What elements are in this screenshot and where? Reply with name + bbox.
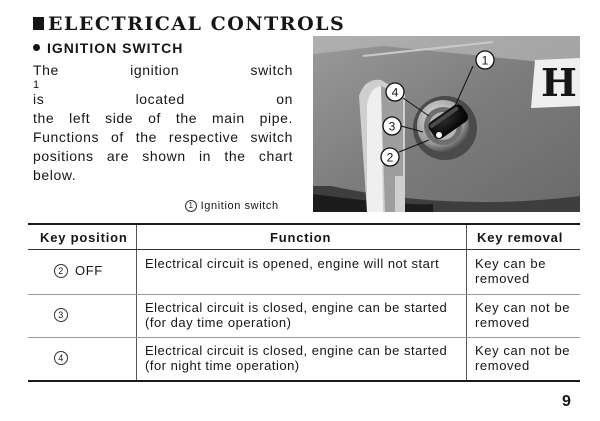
callout-4 [386,83,404,101]
photo-caption [185,200,279,212]
section-heading [33,13,345,35]
paragraph-line-1: The ignition switch 1 is located on [33,62,293,107]
row-position-number: 2 [54,264,68,278]
paragraph-line-5: below. [33,167,77,183]
paragraph-line-2: the left side of the main pipe. [33,110,293,126]
row-function: Electrical circuit is closed, engine can be started (for night time operation) [145,343,448,373]
row-position-number: 3 [54,308,68,322]
paragraph-line-3: Functions of the respective switch [33,129,293,145]
header-function: Function [270,230,332,245]
header-key-removal: Key removal [477,230,564,245]
table-row [28,294,580,338]
row-key-position [54,350,75,365]
section-heading-text: ELECTRICAL CONTROLS [48,13,346,35]
heading-square-bullet [33,17,44,30]
table-row [28,337,580,381]
page-number: 9 [562,393,571,410]
callout-2-number: 2 [386,150,394,165]
callout-2 [381,148,399,166]
callout-3 [383,117,401,135]
position-indicator-mark [436,132,443,139]
ignition-switch-illustration [313,36,580,212]
callout-1 [476,51,494,69]
row-key-position [54,263,103,278]
row-key-removal: Key can not be removed [475,343,571,373]
bracket-highlight [367,86,383,212]
callout-1-number: 1 [481,53,489,68]
callout-4-number: 4 [391,85,399,100]
table-bottom-rule [28,380,580,382]
row-key-removal: Key can be removed [475,256,547,286]
mount-post [395,176,405,212]
subsection-heading-text: IGNITION SWITCH [47,40,184,56]
row-position-label: OFF [75,263,103,278]
row-function: Electrical circuit is opened, engine will not start [145,256,440,271]
table-row [28,250,580,294]
ignition-switch-photo [313,36,580,212]
caption-text: Ignition switch [200,200,279,212]
row-position-number: 4 [54,351,68,365]
description-paragraph [33,61,293,185]
paragraph-line-4: positions are shown in the chart [33,148,293,164]
header-key-position: Key position [40,230,128,245]
subsection-heading [33,40,183,56]
row-key-removal: Key can not be removed [475,300,571,330]
tank-emblem-letter: H [541,60,577,105]
row-key-position [54,307,75,322]
callout-3-number: 3 [388,119,396,134]
subheading-dot-bullet [33,44,40,51]
row-function: Electrical circuit is closed, engine can be started (for day time operation) [145,300,448,330]
table-top-rule [28,223,580,225]
paragraph-reference-marker: 1 [33,79,40,91]
caption-number: 1 [185,200,197,212]
